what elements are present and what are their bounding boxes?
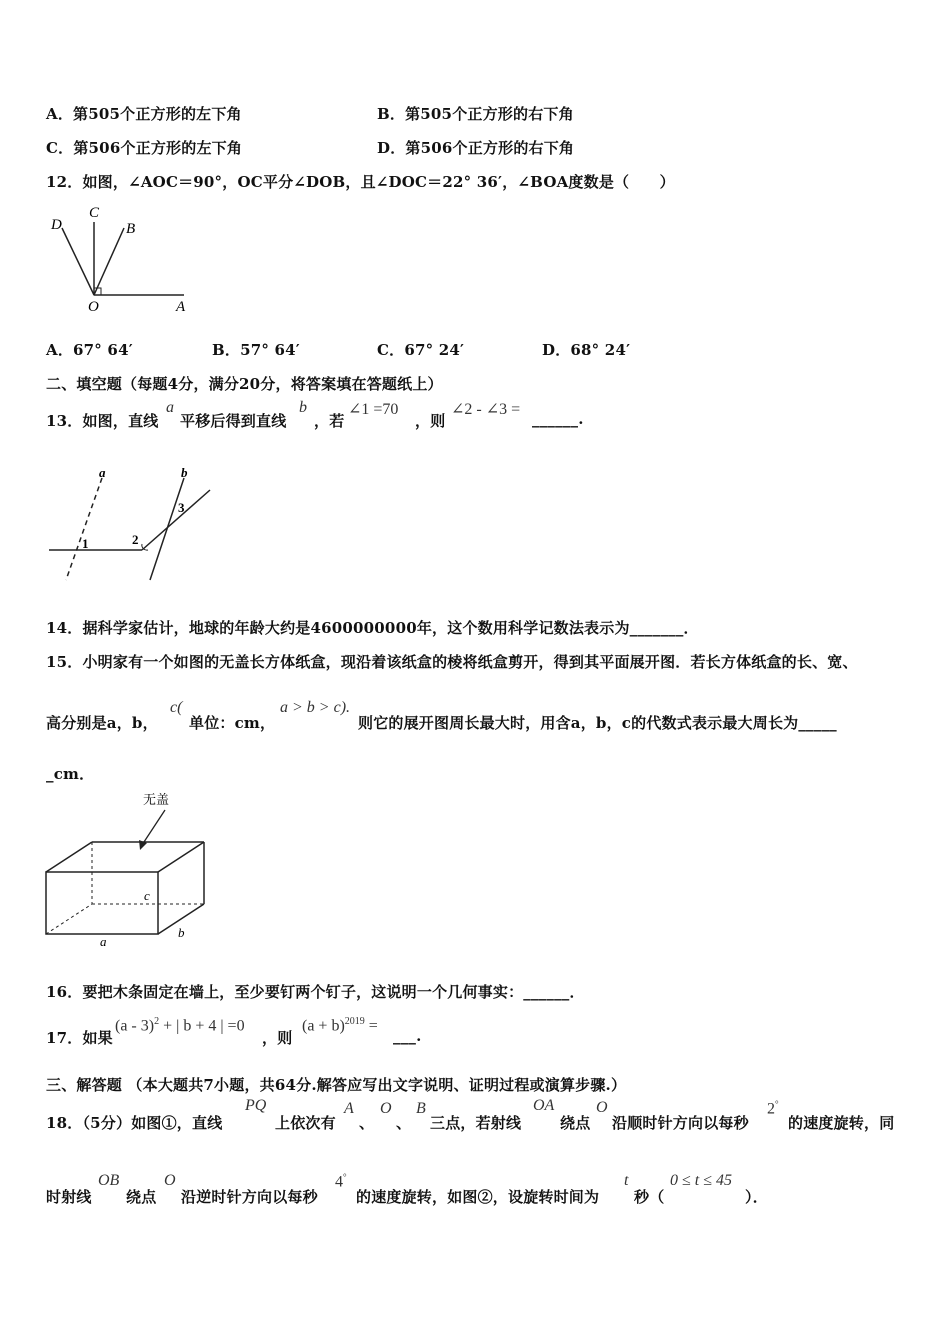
q11-option-b: B．第505个正方形的右下角 [377,105,574,123]
q13-label-a: a [99,465,106,480]
q13-expression: ∠2 - ∠3 = [451,401,521,418]
q18-speed-1: 2° [767,1099,779,1118]
q15-line3: _cm． [46,765,95,783]
q18-var-t: t [624,1172,629,1189]
q18-text-9: 沿逆时针方向以每秒 [181,1188,318,1206]
q13-label-b: b [181,465,188,480]
q18-point-a: A [344,1100,354,1117]
section3-heading: 三、解答题 （本大题共7小题，共64分.解答应写出文字说明、证明过程或演算步骤.） [46,1076,627,1094]
q12-option-c: C．67° 24′ [377,341,465,359]
q17-text-1: 17．如果 [46,1029,113,1047]
q12-label-b: B [126,221,136,237]
q13-label-1: 1 [82,536,89,551]
q15-label-a: a [100,934,107,949]
q18-text-10: 的速度旋转，如图②，设旋转时间为 [356,1188,600,1206]
q17-blank: ___. [393,1027,422,1045]
q12-label-c: C [89,205,100,221]
q18-text-4: 绕点 [560,1114,591,1132]
q15-label-b: b [178,925,185,940]
q18-text-1: 18．（5分）如图①，直线 [46,1114,223,1132]
q12-stem: 12．如图，∠AOC＝90°，OC平分∠DOB，且∠DOC＝22° 36′，∠BOA度数是（ ） [46,173,675,191]
q11-option-a: A．第505个正方形的左下角 [46,105,242,123]
q15-text-2: 单位：cm， [189,714,276,732]
q16-text: 16．要把木条固定在墙上，至少要钉两个钉子，这说明一个几何事实：______． [46,983,585,1001]
q18-text-11: 秒（ [634,1188,665,1206]
q18-text-7: 时射线 [46,1188,92,1206]
q18-center-o-2: O [164,1172,176,1189]
q12-option-a: A．67° 64′ [46,341,133,359]
q18-sep-2: 、 [396,1114,412,1132]
q12-label-o: O [88,299,99,315]
q18-text-12: ）． [745,1188,768,1206]
q13-blank: ______. [532,410,584,428]
q18-text-2: 上依次有 [275,1114,336,1132]
q17-expression-1: (a - 3)$^2$ + | b + 4 | =0 [115,1016,245,1035]
q12-figure [44,200,204,315]
q18-ray-oa: OA [533,1097,555,1114]
q13-text-2: 平移后得到直线 [180,412,287,430]
q18-sep-1: 、 [359,1114,375,1132]
q11-option-c: C．第506个正方形的左下角 [46,139,243,157]
q12-label-a: A [176,299,186,315]
q15-figure [40,788,220,953]
q12-option-b: B．57° 64′ [212,341,300,359]
q13-condition: ∠1 =70 [348,401,399,418]
q17-text-2: ，则 [262,1029,293,1047]
section2-heading: 二、填空题（每题4分，满分20分，将答案填在答题纸上） [46,375,443,393]
q18-center-o: O [596,1099,608,1116]
q14-text: 14．据科学家估计，地球的年龄大约是4600000000年，这个数用科学记数法表示为_______． [46,619,699,637]
q15-line1: 15．小明家有一个如图的无盖长方体纸盒，现沿着该纸盒的棱将纸盒剪开，得到其平面展开图．若长方体纸盒的长、宽、 [46,653,858,671]
q13-var-a: a [166,399,174,416]
q13-figure [44,460,219,585]
q13-text-1: 13．如图，直线 [46,412,159,430]
q18-text-8: 绕点 [126,1188,157,1206]
q15-var-c: c( [170,699,183,716]
q18-point-b: B [416,1100,426,1117]
q11-option-d: D．第506个正方形的右下角 [377,139,575,157]
q13-var-b: b [299,399,307,416]
q13-label-2: 2 [132,532,139,547]
q15-lid-label: 无盖 [143,792,170,807]
q12-label-d: D [51,217,62,233]
q15-label-c: c [144,888,150,903]
q13-label-3: 3 [178,500,185,515]
q17-expression-2: $(a + b)^{2019}$ = [302,1016,378,1035]
q18-text-6: 的速度旋转，同 [788,1114,895,1132]
q18-speed-2: 4° [335,1172,347,1191]
q18-text-3: 三点，若射线 [430,1114,522,1132]
q18-point-o: O [380,1100,392,1117]
q18-line-pq: PQ [245,1097,267,1114]
q12-option-d: D．68° 24′ [542,341,631,359]
q18-text-5: 沿顺时针方向以每秒 [612,1114,749,1132]
q18-ray-ob: OB [98,1172,120,1189]
q13-text-3: ，若 [314,412,345,430]
q15-text-1: 高分别是a，b， [46,714,158,732]
q13-text-4: ，则 [415,412,446,430]
q15-text-3: 则它的展开图周长最大时，用含a，b，c的代数式表示最大周长为_____ [358,714,837,732]
q15-condition: a > b > c). [280,699,351,716]
q18-range: 0 ≤ t ≤ 45 [670,1172,733,1189]
